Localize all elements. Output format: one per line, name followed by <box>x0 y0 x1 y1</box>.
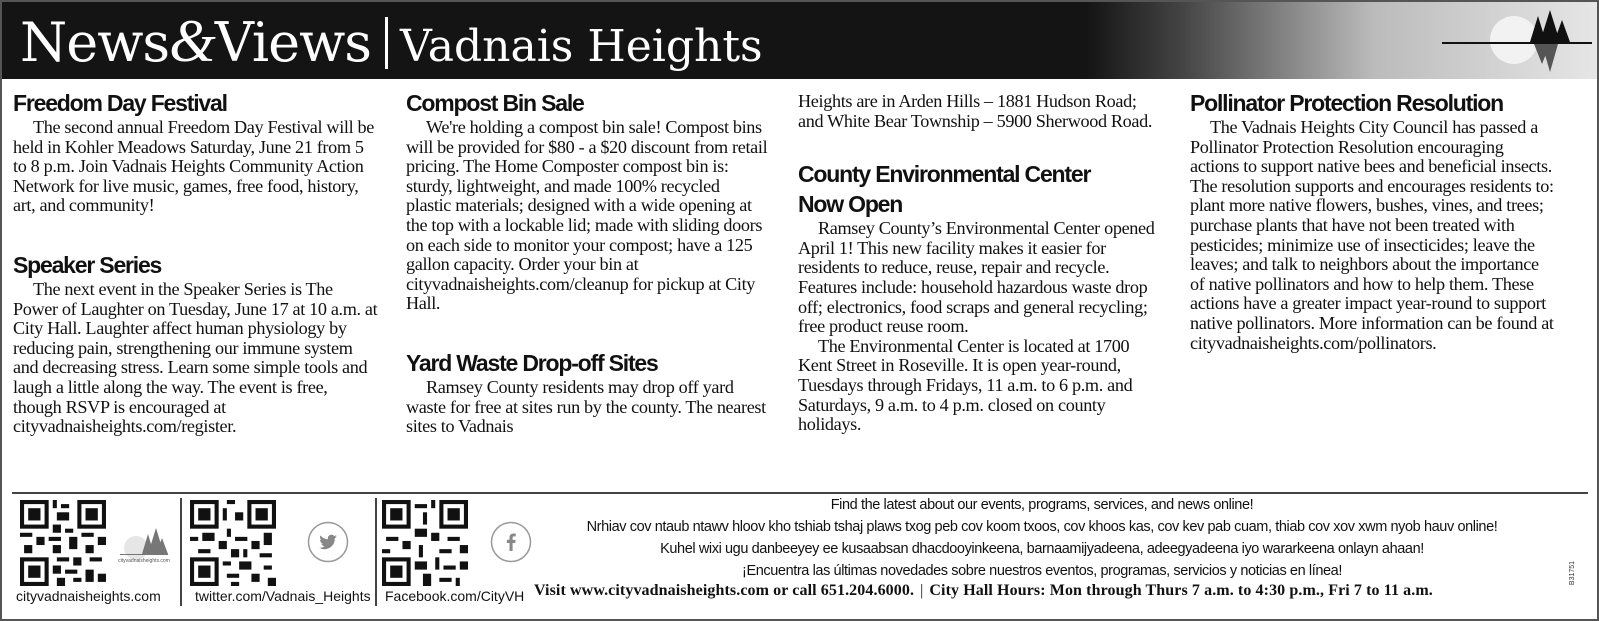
column-1 <box>13 88 378 437</box>
environmental-body-1: Ramsey County’s Environmental Center opened April 1! This new facility makes it easier for residents to reduce, reuse, repair and recycle. Features include: household hazardous waste drop off; electronics, food scraps and general recycling; free product reuse room. <box>798 218 1155 337</box>
visit-text[interactable]: Visit www.cityvadnaisheights.com or call 651.204.6000. <box>534 582 915 599</box>
speaker-series-body: The next event in the Speaker Series is The Power of Laughter on Tuesday, June 17 at 10 a.m. at City Hall. Laughter affect human physiology by reducing pain, strengthening our immune system and decreasing stress. Learn some simple tools and laugh a little along the way. The event is free, though RSVP is encouraged at cityvadnaisheights.com/register. <box>13 278 378 437</box>
footer-line-hmong: Nrhiav cov ntaub ntawv hloov kho tshiab tshaj plaws txog peb cov koom txoos, cov khoos kas, cov kev pab cuam, thiab cov xov xwm nyob hauv online! <box>586 519 1498 535</box>
pollinator-body: The Vadnais Heights City Council has passed a Pollinator Protection Resolution encouraging actions to support native bees and beneficial insects. The resolution supports and encourages residents to: plant more native flowers, bushes, vines, and trees; purchase plants that have not been treated with pesticides; minimize use of insecticides; leave the leaves; and talk to neighbors about the importance of native pollinators and how to help them. These actions have a greater impact year-round to support native pollinators. More information can be found at cityvadnaisheights.com/pollinators. <box>1190 117 1554 353</box>
pollinator-heading: Pollinator Protection Resolution <box>1190 90 1504 116</box>
environmental-heading: County Environmental Center Now Open <box>798 161 1091 218</box>
twitter-icon[interactable] <box>307 521 349 563</box>
twitter-link[interactable]: twitter.com/Vadnais_Heights <box>195 588 371 604</box>
footer-separator-2 <box>375 498 377 606</box>
contact-line <box>534 582 1433 600</box>
column-4 <box>1190 88 1556 353</box>
city-hall-hours: City Hall Hours: Mon through Thurs 7 a.m. to 4:30 p.m., Fri 7 to 11 a.m. <box>929 582 1433 599</box>
title-separator <box>385 17 388 69</box>
website-link[interactable]: cityvadnaisheights.com <box>16 588 161 604</box>
ad-code: B31751 <box>1569 560 1576 586</box>
column-2 <box>406 88 768 437</box>
yard-waste-continued: Heights are in Arden Hills – 1881 Hudson Road; and White Bear Township – 5900 Sherwood Road. <box>798 91 1153 131</box>
footer-line-spanish: ¡Encuentra las últimas novedades sobre nuestros eventos, programas, servicios y noticias en línea! <box>742 563 1342 579</box>
title-news: News <box>20 11 170 74</box>
city-logo-text: cityvadnaisheights.com <box>118 558 170 564</box>
masthead <box>2 2 1597 79</box>
footer-line-somali: Kuhel wixi ugu danbeeyey ee kusaabsan dhacdooyinkeena, barnaamijyadeena, adeegyadeena iyo wararkeena onlayn ahaan! <box>660 541 1424 557</box>
facebook-link[interactable]: Facebook.com/CityVH <box>385 588 525 604</box>
yard-waste-body: Ramsey County residents may drop off yard waste for free at sites run by the county. The nearest sites to Vadnais <box>406 376 766 437</box>
website-qr-code-icon[interactable] <box>20 500 106 586</box>
title-views: Views <box>214 11 372 74</box>
speaker-series-heading: Speaker Series <box>13 251 162 278</box>
masthead-title <box>20 6 763 82</box>
pine-trees-logo-icon <box>1442 8 1592 78</box>
column-3 <box>798 92 1160 435</box>
facebook-icon[interactable] <box>490 521 532 563</box>
environmental-body-2: The Environmental Center is located at 1700 Kent Street in Roseville. It is open year-round, Tuesdays through Fridays, 11 a.m. to 6 p.m. and Saturdays, 9 a.m. to 4 p.m. closed on county holidays. <box>798 335 1133 435</box>
title-ampersand: & <box>169 8 215 74</box>
freedom-day-heading: Freedom Day Festival <box>13 90 227 116</box>
freedom-day-body: The second annual Freedom Day Festival will be held in Kohler Meadows Saturday, June 21 from 5 to 8 p.m. Join Vadnais Heights Community Action Network for live music, games, free food, history, art, and community! <box>13 117 374 216</box>
facebook-qr-code-icon[interactable] <box>382 500 468 586</box>
yard-waste-heading: Yard Waste Drop-off Sites <box>406 349 658 376</box>
compost-heading: Compost Bin Sale <box>406 90 584 116</box>
twitter-qr-code-icon[interactable] <box>190 500 276 586</box>
compost-body: We're holding a compost bin sale! Compost bins will be provided for $80 - a $20 discount from retail pricing. The Home Composter compost bin is: sturdy, lightweight, and made 100% recycled plastic materials; designed with a wide opening at the top with a lockable lid; made with sliding doors on each side to monitor your compost; have a 125 gallon capacity. Order your bin at cityvadnaisheights.com/cleanup for pickup at City Hall. <box>406 117 768 314</box>
footer-separator-1 <box>180 498 182 606</box>
title-city: Vadnais Heights <box>400 21 763 72</box>
footer-line-english: Find the latest about our events, programs, services, and news online! <box>830 497 1254 513</box>
footer-divider <box>12 492 1588 494</box>
contact-separator: | <box>920 582 924 599</box>
